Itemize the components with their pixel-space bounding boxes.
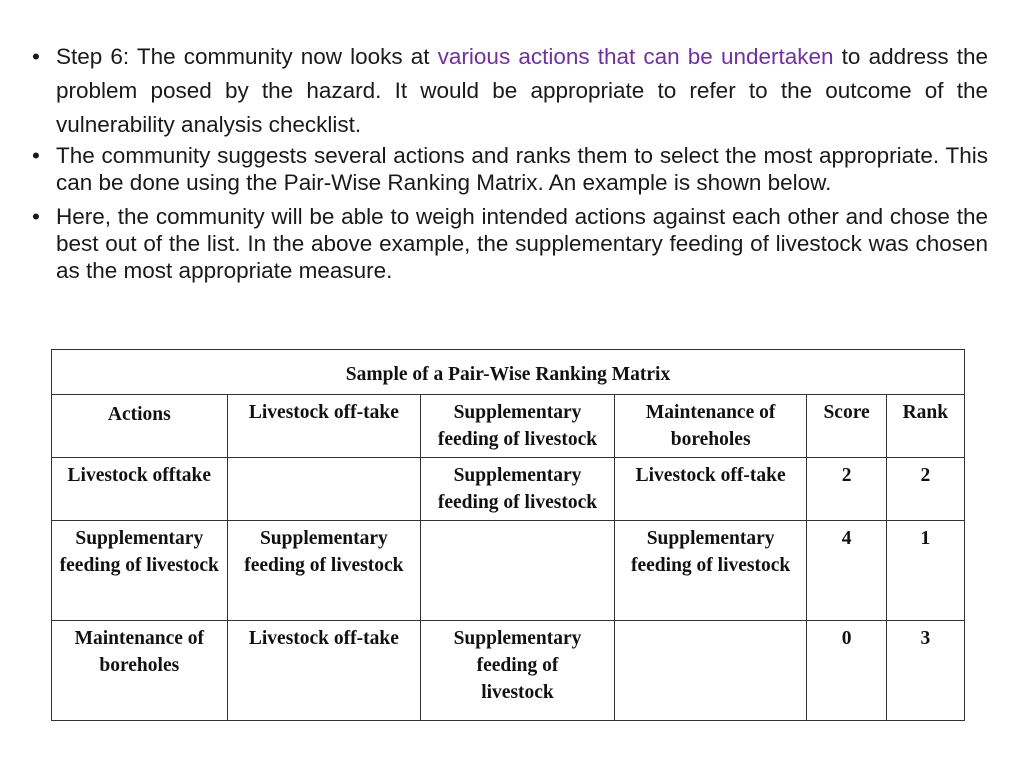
bullet-2-text: The community suggests several actions and ranks them to select the most appropriate. This can be done using the Pair-Wise Ranking Matrix. An example is shown below. [56, 143, 988, 195]
row-1-cell-4: Livestock off-take [614, 458, 807, 521]
row-2-score: 4 [807, 521, 886, 621]
bullet-conclusion [30, 203, 988, 284]
row-3-score: 0 [807, 621, 886, 721]
bullet-1-suffix: to address the problem posed by the hazard. It would be appropriate to refer to the outcome of the vulnerability analysis checklist. [56, 44, 989, 137]
bullet-list [30, 40, 988, 284]
row-3-action: Maintenance of boreholes [52, 621, 228, 721]
bullet-1-prefix: Step 6: The community now looks at [56, 44, 438, 69]
table-row [52, 621, 965, 721]
row-2-action: Supplementary feeding of livestock [52, 521, 228, 621]
row-1-cell-2 [227, 458, 421, 521]
bullet-step-6 [30, 40, 988, 142]
header-cell-supplementary-feeding: Supplementary feeding of livestock [421, 395, 615, 458]
header-cell-rank: Rank [886, 395, 964, 458]
table-row [52, 521, 965, 621]
header-cell-score: Score [807, 395, 886, 458]
bullet-dot-icon: • [32, 44, 40, 69]
bullet-ranking [30, 142, 988, 196]
row-1-cell-3: Supplementary feeding of livestock [421, 458, 615, 521]
bullet-3-text: Here, the community will be able to weigh intended actions against each other and chose the best out of the list. In the above example, the supplementary feeding of livestock was chosen as the most appropriate measure. [56, 204, 988, 283]
row-1-action: Livestock offtake [52, 458, 228, 521]
table-caption-row [52, 350, 965, 395]
row-3-cell-3: Supplementary feeding of livestock [421, 621, 615, 721]
header-cell-actions: Actions [52, 395, 228, 458]
table-header-row [52, 395, 965, 458]
row-2-cell-4: Supplementary feeding of livestock [614, 521, 807, 621]
pair-wise-ranking-matrix [51, 349, 965, 721]
bullet-1-highlight: various actions that can be undertaken [437, 44, 834, 69]
row-2-cell-3 [421, 521, 615, 621]
row-1-rank: 2 [886, 458, 964, 521]
row-2-cell-2: Supplementary feeding of livestock [227, 521, 421, 621]
bullet-dot-icon: • [32, 143, 40, 168]
table-caption: Sample of a Pair-Wise Ranking Matrix [52, 350, 965, 395]
row-3-cell-2: Livestock off-take [227, 621, 421, 721]
table-row [52, 458, 965, 521]
bullet-dot-icon: • [32, 204, 40, 229]
row-3-rank: 3 [886, 621, 964, 721]
header-cell-livestock-offtake: Livestock off-take [227, 395, 421, 458]
row-3-cell-4 [614, 621, 807, 721]
row-1-score: 2 [807, 458, 886, 521]
row-2-rank: 1 [886, 521, 964, 621]
header-cell-maintenance-boreholes: Maintenance of boreholes [614, 395, 807, 458]
